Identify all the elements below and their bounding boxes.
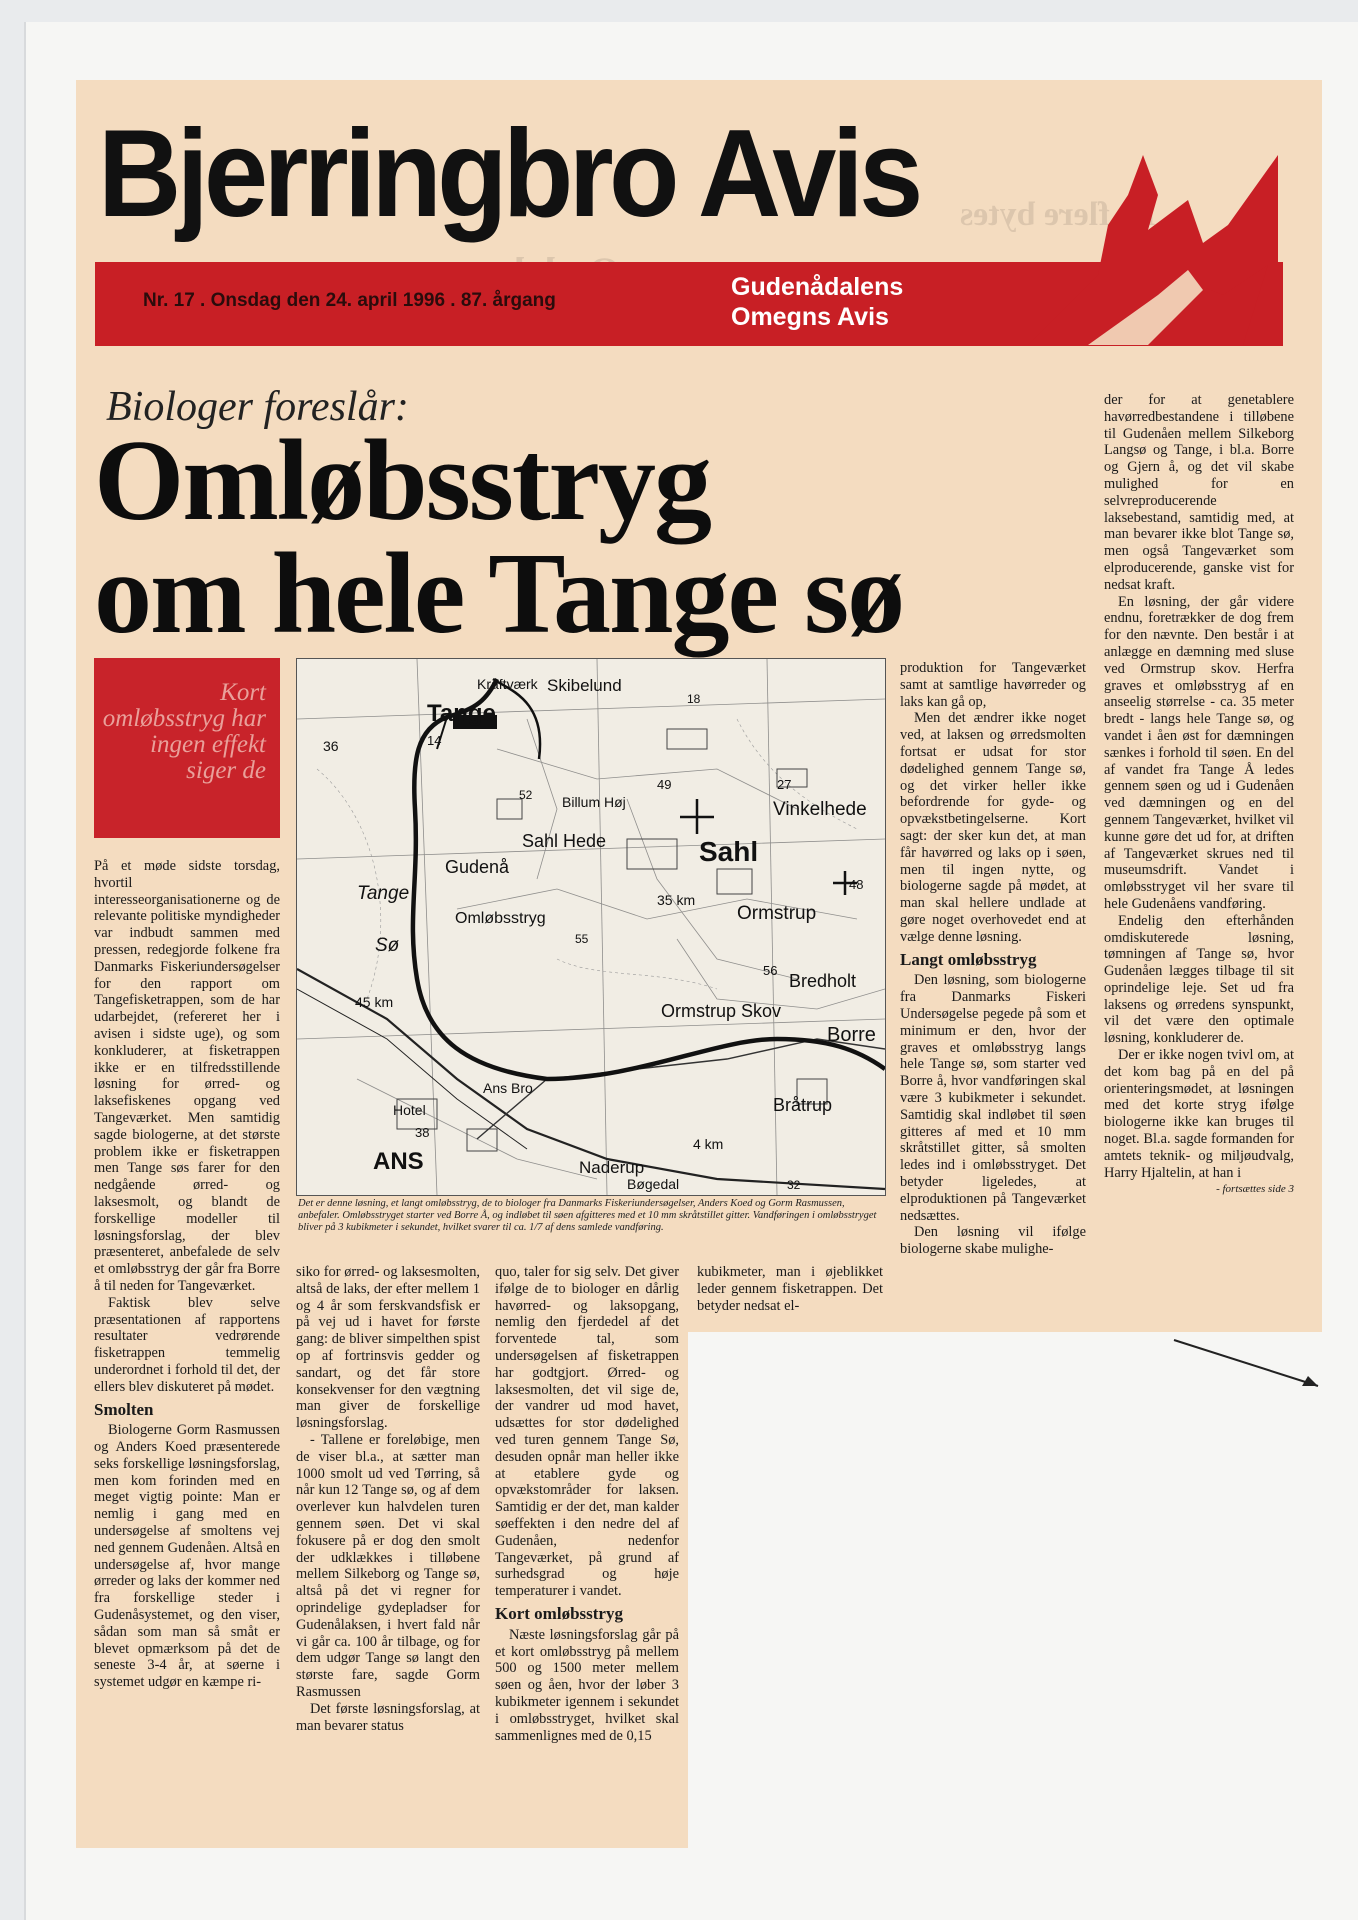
paragraph: Det første løsningsforslag, at man bevarer status [296, 1700, 480, 1734]
map-label-n27: 27 [777, 777, 792, 792]
map-label-n36: 36 [323, 738, 339, 754]
map-label-km4: 4 km [693, 1136, 724, 1152]
continued-note: - fortsættes side 3 [1216, 1183, 1294, 1196]
arrow-icon [1170, 1334, 1330, 1394]
paragraph: - Tallene er foreløbige, men de viser bl.a., at sætter man 1000 smolt ud ved Tørring, så når kun 12 Tange sø, og af dem overlever kun halvdelen turen gennem søen. Det vi skal fokusere på er dog den smolt der udklækkes i tilløbene mellem Silkeborg og Tange sø, altså på det vi regner for oprindelige gydepladser for Gudenålaksen, i hvert fald når vi går ca. 100 år tilbage, og for dem udgør Tange sø langt den største fare, sagde Gorm Rasmussen [296, 1431, 480, 1700]
article-column-2 [296, 1264, 480, 1734]
paragraph: produktion for Tangeværket samt at samtlige havørreder og laks kan gå op, [900, 660, 1086, 710]
headline-line-1: Omløbsstryg [94, 417, 710, 545]
paragraph: kubikmeter, man i øjeblikket leder gennem fisketrappen. Det betyder nedsat el- [697, 1264, 883, 1314]
article-column-4 [697, 1264, 883, 1314]
bleed-through-2: Få flere bytes [960, 196, 1156, 233]
newspaper-logo-icon [1028, 155, 1278, 350]
map-label-gudenaa: Gudenå [445, 857, 510, 877]
map-label-ans-bro: Ans Bro [483, 1080, 533, 1096]
map-label-km35: 35 km [657, 892, 696, 908]
paragraph: Næste løsningsforslag går på et kort omløbsstryg på mellem 500 og 1500 meter mellem søen og åen, hvor der løber 3 kubikmeter igennem i sekundet i omløbsstryget, hvilket skal sammenlignes med de 0,15 [495, 1626, 679, 1744]
masthead [88, 105, 1278, 352]
map-label-ormstrup-skov: Ormstrup Skov [661, 1001, 782, 1021]
map-label-n49: 49 [657, 777, 672, 792]
map-label-naderup: Naderup [579, 1158, 645, 1177]
issue-line: Nr. 17 . Onsdag den 24. april 1996 . 87. årgang [143, 290, 556, 311]
paragraph: En løsning, der går videre endnu, foretrækker de dog frem for den nævnte. Den består i at anlægge en dæmning med sluse ved Ormstrup skov. Herfra graves et omløbsstryg af en anseelig størrelse - ca. 35 meter bredt - langs hele Tange sø, og vandet i åen øst for dæmningen sænkes i forhold til søen. En del af vandet fra Tange Å ledes gennem søen og ud i Gudenåen ved dæmningen og en del gennem Tangeværket, hvilket vil kunne gøre det ud for, at driften af Tangeværket skrues ned til museumsdrift. Vandet i omløbsstryget vil her svare til hele Gudenåens vandføring. [1104, 593, 1294, 912]
map-label-n14: 14 [427, 733, 442, 748]
map-label-braarup: Bråtrup [773, 1095, 833, 1115]
map-label-n32: 32 [787, 1178, 801, 1192]
paragraph: Den løsning, som biologerne fra Danmarks Fiskeri Undersøgelse pegede på som et minimum er den, hvor der graves et omløbsstryg langs hele Tange sø, som starter ved Borre å, hvor vandføringen skal være 3 kubikmeter i sekundet. Samtidig skal indløbet til søen gitteres af med et 10 mm skråtstillet gitter, så smolten ledes ind i omløbsstryget. Det betyder ligeledes, at elproduktionen på Tangeværket nedsættes. [900, 972, 1086, 1224]
map-label-n52: 52 [519, 788, 533, 802]
masthead-title: Bjerringbro Avis [98, 105, 919, 243]
map-label-billum-hoj: Billum Høj [562, 794, 626, 810]
highlight-box-text: Kort omløbsstryg har ingen effekt siger de [102, 679, 266, 784]
subheading-smolten: Smolten [94, 1399, 154, 1419]
map-label-n56: 56 [763, 963, 778, 978]
article-kicker: Biologer foreslår: [106, 384, 409, 430]
map-caption: Det er denne løsning, et langt omløbsstryg, de to biologer fra Danmarks Fiskeriundersøgelser, Anders Koed og Gorm Rasmussen, anbefaler. Omløbsstryget starter ved Borre Å, og indløbet til søen afgitteres med et 10 mm skråtstillet gitter. Vandføringen i omløbsstryget bliver på 3 kubikmeter i sekundet, hvilket svarer til ca. 1/7 af dens samlede vandføring. [298, 1198, 877, 1233]
map-label-n48: 48 [849, 877, 864, 892]
paragraph: der for at genetablere havørredbestandene i tilløbene til Gudenåen mellem Silkeborg Langsø og Tange, i bl.a. Borre og Gjern å, og det vil skabe mulighed for en selvreproducerende laksebestand, samtidig med, at man bevarer ikke blot Tange sø, men også Tangeværket som elproducerende, ganske vist for nedsat kraft. [1104, 392, 1294, 593]
subheading-kort-omlobsstryg: Kort omløbsstryg [495, 1603, 623, 1623]
subheading-langt-omlobsstryg: Langt omløbsstryg [900, 949, 1037, 969]
map-label-hotel: Hotel [393, 1102, 426, 1118]
paragraph: Men det ændrer ikke noget ved, at laksen og ørredsmolten fortsat er udsat for stor dødelighed gennem Tange sø, og det virker heller ikke befordrende for gyde- og opvækstbetingelserne. Kort sagt: der sker kun det, at man får havørred og laks op i søen, men til ingen nytte, og biologerne sagde på mødet, at man skal hellere undlade at gøre noget overhovedet end at vælge denne løsning. [900, 710, 1086, 945]
brand-line-2: Omegns Avis [731, 303, 889, 331]
map-label-ans: ANS [373, 1148, 424, 1175]
headline-line-2: om hele Tange sø [94, 530, 904, 658]
article-column-5 [900, 660, 1086, 1258]
map-label-sahl-hede: Sahl Hede [522, 831, 607, 851]
article-headline [94, 417, 904, 658]
article-column-6 [1104, 392, 1294, 1198]
paragraph: På et møde sidste torsdag, hvortil interesseorganisationerne og de relevante politiske myndigheder var indbudt sammen med pressen, redegjorde folkene fra Danmarks Fiskeriundersøgelser for den rapport om Tangefisketrappen, som de har udarbejdet, (refereret her i avisen i sidste uge), og som konkluderer, at fisketrappen ikke er en tilfredsstillende løsning for ørred- og laksefiskenes opgang ved Tangeværket. Men samtidig sagde biologerne, at det største problem ikke er fisketrappen men Tange søs farer for den nedgående ørred- og laksesmolt, og blandt de forskellige modeller til løsningsforslag, der blev præsenteret, anbefalede de selv et omløbsstryg der går fra Borre å til neden for Tangeværket. [94, 858, 280, 1294]
map-label-bogedal: Bøgedal [627, 1176, 680, 1192]
map-label-borre: Borre [827, 1024, 876, 1046]
map-label-bredholt: Bredholt [789, 971, 857, 991]
paragraph: Den løsning vil ifølge biologerne skabe mulighe- [900, 1224, 1086, 1258]
map-label-tange: Tange [427, 700, 496, 727]
map-label-vinkelhede: Vinkelhede [773, 799, 867, 820]
map-label-n38: 38 [415, 1125, 430, 1140]
map-label-n55: 55 [575, 932, 589, 946]
map-label-kraftvaerk: Kraftværk [477, 676, 538, 692]
map-label-skibelund: Skibelund [547, 676, 622, 695]
paragraph: quo, taler for sig selv. Det giver ifølge de to biologer en dårlig havørred- og laksopgang, nemlig den fjerdedel af det forventede tal, som undersøgelsen af fisketrappen har godtgjort. Ørred- og laksesmolten, det vil sige de, der vandrer ud mod havet, udsættes for stor dødelighed ved turen gennem Tange Sø, desuden opnår man heller ikke at etablere gyde og opvækstområder for laksen. Samtidig er der det, man kalder søeffekten i den nedre del af Gudenåen, nedenfor Tangeværket, på grund af surhedsgrad og høje temperaturer i vandet. [495, 1264, 679, 1600]
highlight-box [94, 658, 280, 838]
map-label-sahl: Sahl [699, 836, 759, 867]
map-label-km45: 45 km [355, 994, 394, 1010]
paragraph: Der er ikke nogen tvivl om, at det kom bag på en del på orienteringsmødet, at løsningen med det korte stryg ifølge biologerne ikke kan bruges til noget. Bl.a. sagde formanden for amtets teknik- og miljøudvalg, Harry Hjaltelin, at han i [1104, 1047, 1294, 1181]
article-column-1 [94, 858, 280, 1691]
brand-line-1: Gudenådalens [731, 273, 904, 301]
paragraph: siko for ørred- og laksesmolten, altså de laks, der efter mellem 1 og 4 år som ferskvandsfisk er på vej ud i havet for første gang: de bliver simpelthen spist op af fortrinsvis gedder og sandart, og det får store konsekvenser for den vægtning man giver de forskellige løsningsforslag. [296, 1264, 480, 1432]
paragraph: Endelig den efterhånden omdiskuterede løsning, tømningen af Tange sø, hvor Gudenåen lægges tilbage til sit oprindelige leje. Set ud fra laksens og ørredens synspunkt, vil det være den optimale løsning, konkluderer de. [1104, 912, 1294, 1047]
map-label-ormstrup: Ormstrup [737, 903, 817, 924]
map-label-n18: 18 [687, 692, 701, 706]
map-label-tange-so-1: Tange [357, 883, 410, 904]
brand-tagline [731, 272, 903, 332]
map-label-tange-so-2: Sø [375, 935, 400, 956]
article-column-3 [495, 1264, 679, 1744]
paragraph: Faktisk blev selve præsentationen af rapportens resultater vedrørende fisketrappen temmelig underordnet i forhold til det, der ellers blev diskuteret på mødet. [94, 1294, 280, 1395]
map-figure [296, 658, 886, 1196]
map-label-omlobsstryg: Omløbsstryg [455, 910, 546, 927]
paragraph: Biologerne Gorm Rasmussen og Anders Koed præsenterede seks forskellige løsningsforslag, men kom forinden med en meget vigtig pointe: Man er nemlig i gang med en undersøgelse af smoltens vej ned gennem Gudenåen. Altså en undersøgelse af, hvor mange ørreder og laks der kommer ned fra forskellige steder i Gudenåsystemet, og den viser, sådan som man så småt er blevet opmærksom på det de seneste 3-4 år, at søerne i systemet udgør en kæmpe ri- [94, 1422, 280, 1691]
